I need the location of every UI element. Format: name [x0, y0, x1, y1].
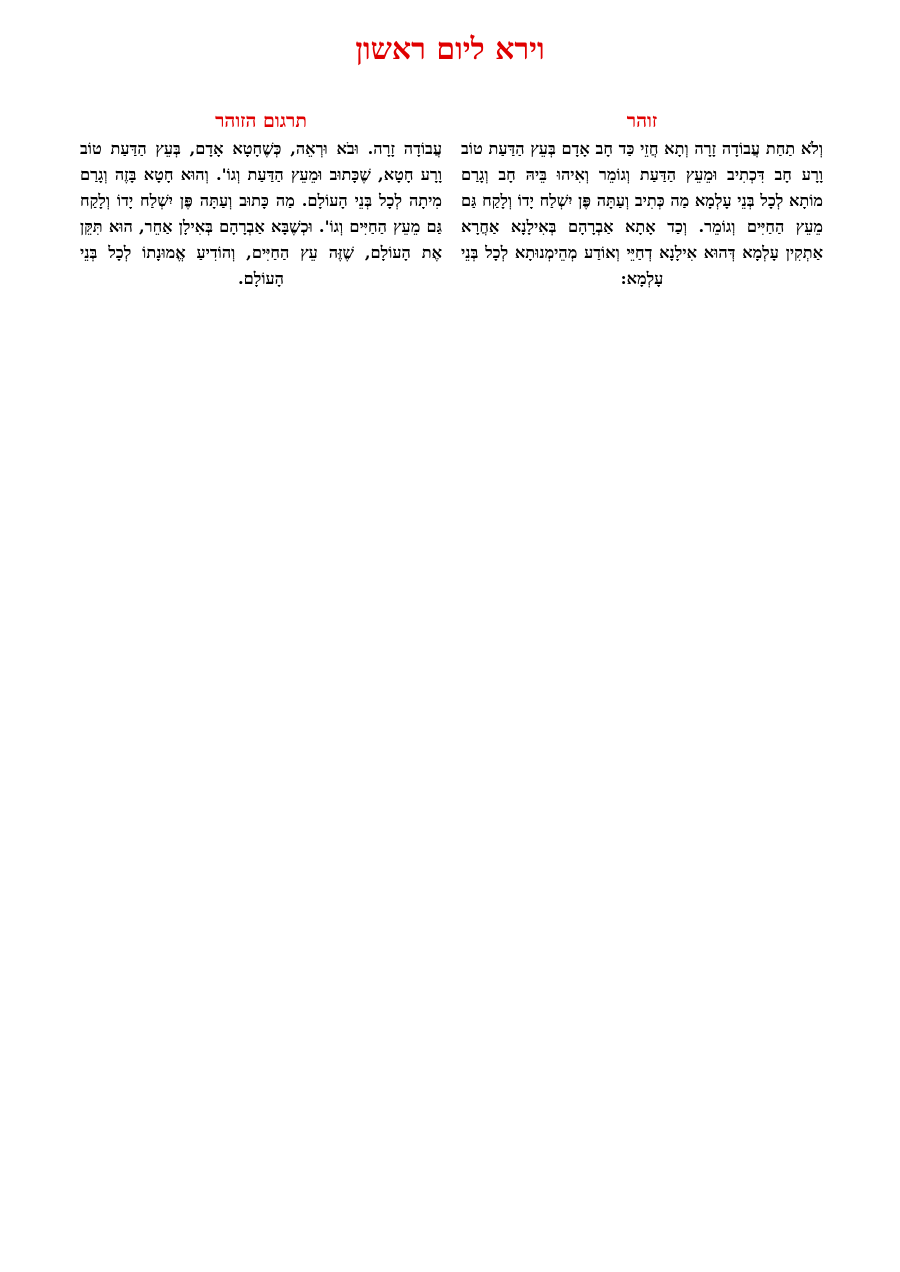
targum-heading: תרגום הזוהר — [215, 110, 307, 132]
zohar-heading: זוהר — [626, 110, 658, 132]
zohar-text: וְלֹא תַחַת עֲבוֹדָה זָרָה וְתָא חֲזֵי כַּד חָב אָדָם בְּעֵץ הַדַּעַת טוֹב וָרָע חָב דִּכְתִיב וּמֵעֵץ הַדַּעַת וְגוֹמֵר וְאִיהוּ בֵּיהּ חָב וְגָרַם מוֹתָא לְכָל בְּנֵי עָלְמָא מַה כְּתִיב וְעַתָּה פֶּן יִשְׁלַח יָדוֹ וְלָקַח גַּם מֵעֵץ הַחַיִּים וְגוֹמֵר. וְכַד אָתָא אַבְרָהָם בְּאִילָנָא אַחֲרָא אַתְקִין עָלְמָא דְּהוּא אִילָנָא דְחַיֵּי וְאוֹדַע מְהֵימְנוּתָא לְכָל בְּנֵי עָלְמָא: — [461, 139, 823, 288]
targum-text: עֲבוֹדָה זָרָה. וּבֹא וּרְאֵה, כְּשֶׁחָטָא אָדָם, בְּעֵץ הַדַּעַת טוֹב וָרָע חָטָא, שֶׁכָּתוּב וּמֵעֵץ הַדַּעַת וְגוֹ'. וְהוּא חָטָא בָּזֶה וְגָרַם מִיתָה לְכָל בְּנֵי הָעוֹלָם. מַה כָּתוּב וְעַתָּה פֶּן יִשְׁלַח יָדוֹ וְלָקַח גַּם מֵעֵץ הַחַיִּים וְגוֹ'. וּכְשֶׁבָּא אַבְרָהָם בְּאִילָן אַחֵר, הוּא תִּקֵּן אֶת הָעוֹלָם, שֶׁזֶּה עֵץ הַחַיִּים, וְהוֹדִיעַ אֱמוּנָתוֹ לְכָל בְּנֵי הָעוֹלָם. — [80, 139, 442, 288]
page-title: וירא ליום ראשון — [355, 32, 545, 67]
zohar-column — [461, 108, 823, 292]
targum-column — [80, 108, 442, 292]
